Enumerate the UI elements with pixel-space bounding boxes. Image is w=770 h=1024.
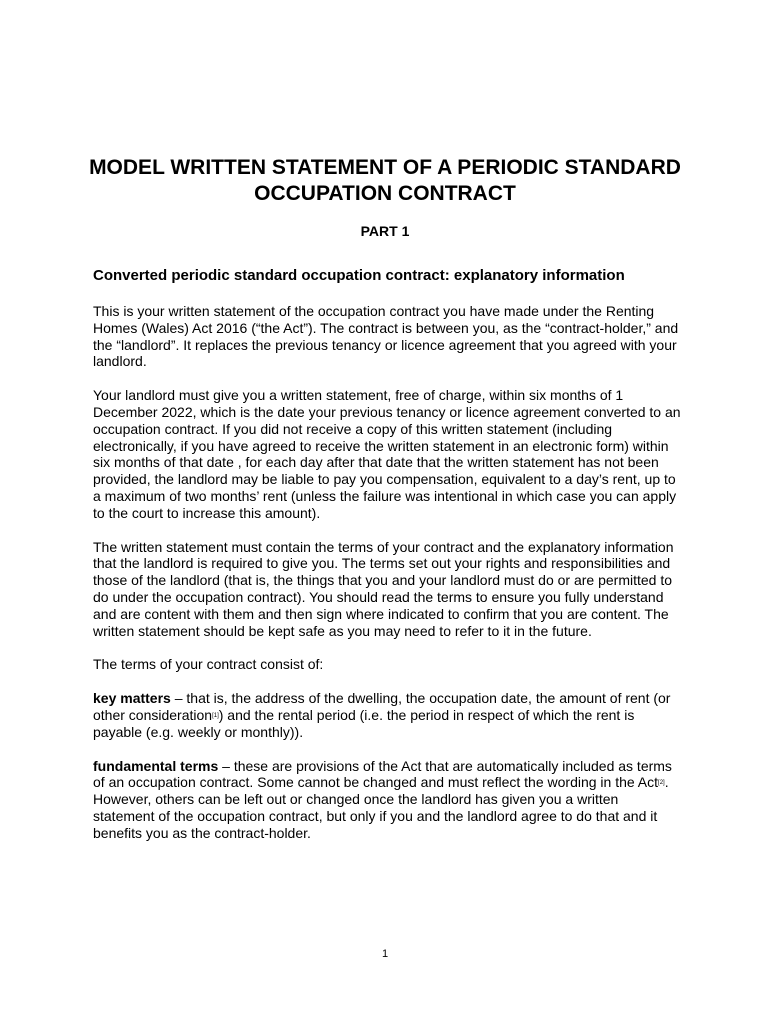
key-matters-term: key matters xyxy=(93,690,171,707)
key-matters-text-2: ) and the rental period (i.e. the period in respect of which the rent is payable (e.g. weekly or monthly)). xyxy=(93,706,635,740)
part-heading: PART 1 xyxy=(360,223,410,239)
paragraph-key-matters xyxy=(93,690,683,740)
section-subheading: Converted periodic standard occupation contract: explanatory information xyxy=(93,267,625,284)
footnote-ref-1[interactable]: [1] xyxy=(212,712,219,719)
paragraph-terms-list-intro: The terms of your contract consist of: xyxy=(93,656,324,673)
fundamental-terms-text-2: . However, others can be left out or changed once the landlord has given you a written statement of the occupation contract, but only if you and the landlord agree to do that and it benefits you as the contract-holder. xyxy=(93,774,669,841)
key-matters-text-1: – that is, the address of the dwelling, the occupation date, the amount of rent (or other consideration xyxy=(93,690,671,723)
document-body xyxy=(93,266,683,859)
paragraph-written-statement-intro: This is your written statement of the occupation contract you have made under the Renting Homes (Wales) Act 2016 (“the Act”). The contract is between you, as the “contract-holder,” and the “landlord”. It replaces the previous tenancy or licence agreement that you agreed with your landlord. xyxy=(93,303,679,370)
paragraph-landlord-obligation: Your landlord must give you a written statement, free of charge, within six months of 1 December 2022, which is the date your previous tenancy or licence agreement converted to an occupation contract. If you did not receive a copy of this written statement (including electronically, if you have agreed to receive the written statement in an electronic form) within six months of that date , for each day after that date that the written statement has not been provided, the landlord may be liable to pay you compensation, equivalent to a day’s rent, up to a maximum of two months’ rent (unless the failure was intentional in which case you can apply to the court to increase this amount). xyxy=(93,387,681,521)
page-number: 1 xyxy=(381,948,389,960)
fundamental-terms-term: fundamental terms xyxy=(93,757,219,774)
fundamental-terms-text-1: – these are provisions of the Act that are automatically included as terms of an occupation contract. Some cannot be changed and must reflect the wording in the Act xyxy=(93,757,672,791)
paragraph-fundamental-terms xyxy=(93,758,683,842)
footnote-ref-2[interactable]: [2] xyxy=(658,780,665,787)
paragraph-terms-description: The written statement must contain the terms of your contract and the explanatory information that the landlord is required to give you. The terms set out your rights and responsibilities and those of the landlord (that is, the things that you and your landlord must do or are permitted to do under the occupation contract). You should read the terms to ensure you fully understand and are content with them and then sign where indicated to confirm that you are content. The written statement should be kept safe as you may need to refer to it in the future. xyxy=(93,538,674,639)
document-title: MODEL WRITTEN STATEMENT OF A PERIODIC STANDARD OCCUPATION CONTRACT xyxy=(89,156,681,205)
